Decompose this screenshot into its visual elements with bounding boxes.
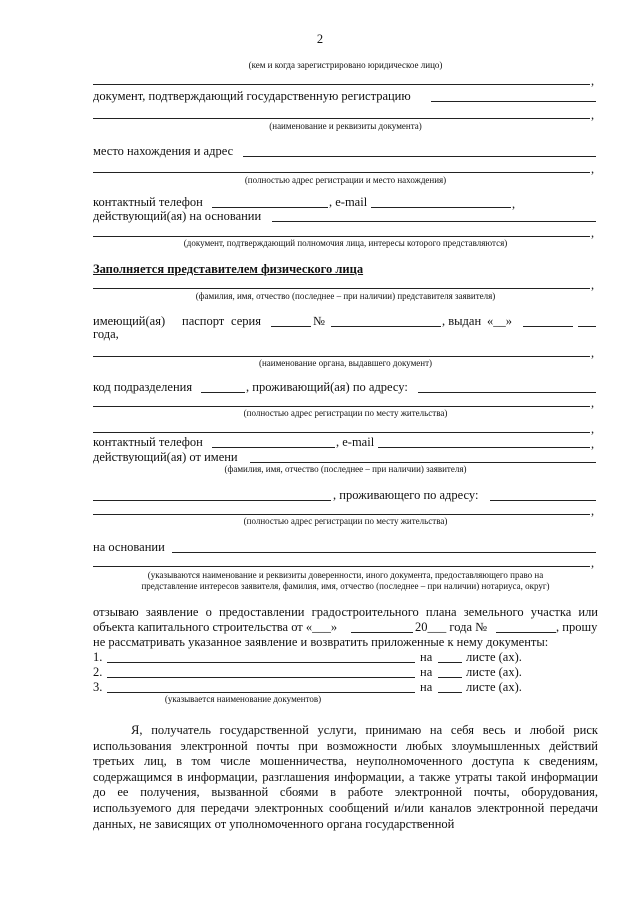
withdraw-line-2c: , прошу bbox=[556, 620, 598, 634]
label-location: место нахождения и адрес bbox=[93, 144, 234, 158]
comma: , bbox=[591, 556, 595, 570]
comma: , bbox=[591, 346, 595, 360]
label-email-1: , e-mail bbox=[329, 195, 368, 209]
field-issuer[interactable] bbox=[93, 356, 590, 357]
field-phone-1[interactable] bbox=[212, 207, 328, 208]
caption-applicant-fio: (фамилия, имя, отчество (последнее – при наличии) заявителя) bbox=[224, 464, 467, 474]
caption-power-1: (указываются наименование и реквизиты доверенности, иного документа, предоставляющего право на bbox=[147, 570, 544, 580]
field-attachment-1-sheets[interactable] bbox=[438, 662, 462, 663]
field-representative-fio[interactable] bbox=[93, 288, 590, 289]
caption-representative-fio: (фамилия, имя, отчество (последнее – при наличии) представителя заявителя) bbox=[195, 291, 496, 301]
field-living-address-2[interactable] bbox=[490, 500, 596, 501]
label-passport-number: № bbox=[313, 314, 325, 328]
field-attachment-3-sheets[interactable] bbox=[438, 692, 462, 693]
field-attachment-3[interactable] bbox=[107, 692, 415, 693]
caption-residence-1: (полностью адрес регистрации по месту жительства) bbox=[243, 408, 448, 418]
caption-power-2: представление интересов заявителя, фамилия, имя, отчество (последнее – при наличии) нотариуса, округ) bbox=[141, 581, 550, 591]
label-email-2: , e-mail bbox=[336, 435, 375, 449]
attachment-on: на bbox=[420, 680, 433, 694]
attachment-sheets: листе (ах). bbox=[466, 680, 522, 694]
attachment-number: 2. bbox=[93, 665, 103, 679]
field-email-1[interactable] bbox=[371, 207, 511, 208]
field-line-basis-2b[interactable] bbox=[93, 566, 590, 567]
attachment-number: 3. bbox=[93, 680, 103, 694]
field-basis-2[interactable] bbox=[172, 552, 596, 553]
withdraw-line-2b: 20___ года № bbox=[415, 620, 488, 634]
field-attachment-2-sheets[interactable] bbox=[438, 677, 462, 678]
label-issued: , выдан bbox=[442, 314, 482, 328]
caption-docs-name: (указывается наименование документов) bbox=[164, 694, 322, 704]
field-line-registration-doc-2[interactable] bbox=[93, 118, 590, 119]
field-line-registered[interactable] bbox=[93, 84, 590, 85]
attachment-on: на bbox=[420, 650, 433, 664]
field-line-living-2[interactable] bbox=[93, 406, 590, 407]
caption-authority-doc: (документ, подтверждающий полномочия лица, интересы которого представляются) bbox=[183, 238, 508, 248]
field-basis-1[interactable] bbox=[272, 221, 596, 222]
comma: , bbox=[591, 504, 595, 518]
attachment-sheets: листе (ах). bbox=[466, 665, 522, 679]
field-location[interactable] bbox=[243, 156, 596, 157]
section-title: Заполняется представителем физического лица bbox=[93, 262, 364, 276]
label-issued-quote: «__» bbox=[487, 314, 512, 328]
field-phone-2[interactable] bbox=[212, 447, 335, 448]
withdraw-line-2a: объекта капитального строительства от «___» bbox=[93, 620, 338, 634]
field-passport-number[interactable] bbox=[331, 326, 441, 327]
label-basis-1: действующий(ая) на основании bbox=[93, 209, 262, 223]
caption-address-full: (полностью адрес регистрации и место нахождения) bbox=[244, 175, 447, 185]
label-passport: паспорт bbox=[182, 314, 225, 328]
caption-issuer: (наименование органа, выдавшего документ) bbox=[258, 358, 433, 368]
field-on-behalf[interactable] bbox=[250, 462, 596, 463]
field-attachment-2[interactable] bbox=[107, 677, 415, 678]
label-registration-doc: документ, подтверждающий государственную регистрацию bbox=[93, 89, 411, 103]
comma: , bbox=[591, 74, 595, 88]
label-passport-having: имеющий(ая) bbox=[93, 314, 166, 328]
label-passport-series: серия bbox=[231, 314, 261, 328]
field-issued-year[interactable] bbox=[578, 326, 596, 327]
field-issued-month[interactable] bbox=[523, 326, 573, 327]
comma: , bbox=[591, 162, 595, 176]
field-line-location-2[interactable] bbox=[93, 172, 590, 173]
attachment-sheets: листе (ах). bbox=[466, 650, 522, 664]
risk-paragraph: Я, получатель государственной услуги, принимаю на себя весь и любой риск использования электронной почты при возможности любых злоумышленных действий третьих лиц, в том числе мошенничества, неуполномоченного доступа к сведениям, содержащимся в информации, разглашения информации, а также утраты такой информации до ее получения, вызванной сбоями в работе электронной почты, оборудования, используемого для передачи электронных сообщений и/или каналов электронной передачи данных, не зависящих от уполномоченного органа государственной bbox=[93, 723, 598, 831]
field-line-living2-2[interactable] bbox=[93, 514, 590, 515]
caption-residence-2: (полностью адрес регистрации по месту жительства) bbox=[243, 516, 448, 526]
comma: , bbox=[591, 108, 595, 122]
page-number: 2 bbox=[316, 32, 324, 46]
label-living-address-2: , проживающего по адресу: bbox=[333, 488, 479, 502]
label-basis-2: на основании bbox=[93, 540, 165, 554]
field-line-basis-1b[interactable] bbox=[93, 236, 590, 237]
label-phone-1: контактный телефон bbox=[93, 195, 203, 209]
field-withdraw-date[interactable] bbox=[351, 632, 413, 633]
label-phone-2: контактный телефон bbox=[93, 435, 203, 449]
field-passport-series[interactable] bbox=[271, 326, 311, 327]
field-attachment-1[interactable] bbox=[107, 662, 415, 663]
field-applicant-name[interactable] bbox=[93, 500, 331, 501]
field-living-address[interactable] bbox=[418, 392, 596, 393]
caption-registered-by: (кем и когда зарегистрировано юридическое лицо) bbox=[248, 60, 443, 70]
comma: , bbox=[591, 396, 595, 410]
comma: , bbox=[591, 422, 595, 436]
comma: , bbox=[591, 278, 595, 292]
attachment-on: на bbox=[420, 665, 433, 679]
field-line-living-3[interactable] bbox=[93, 432, 590, 433]
attachment-number: 1. bbox=[93, 650, 103, 664]
field-registration-doc[interactable] bbox=[431, 101, 596, 102]
label-on-behalf: действующий(ая) от имени bbox=[93, 450, 238, 464]
withdraw-line-1: отзываю заявление о предоставлении градостроительного плана земельного участка или bbox=[93, 605, 598, 619]
comma: , bbox=[512, 197, 516, 211]
field-dept-code[interactable] bbox=[201, 392, 245, 393]
label-year: года, bbox=[93, 327, 119, 341]
comma: , bbox=[591, 226, 595, 240]
field-withdraw-number[interactable] bbox=[496, 632, 556, 633]
caption-doc-name: (наименование и реквизиты документа) bbox=[269, 121, 422, 131]
field-email-2[interactable] bbox=[378, 447, 590, 448]
label-living-address: , проживающий(ая) по адресу: bbox=[246, 380, 408, 394]
label-dept-code: код подразделения bbox=[93, 380, 193, 394]
comma: , bbox=[591, 437, 595, 451]
withdraw-line-3: не рассматривать указанное заявление и возвратить приложенные к нему документы: bbox=[93, 635, 549, 649]
